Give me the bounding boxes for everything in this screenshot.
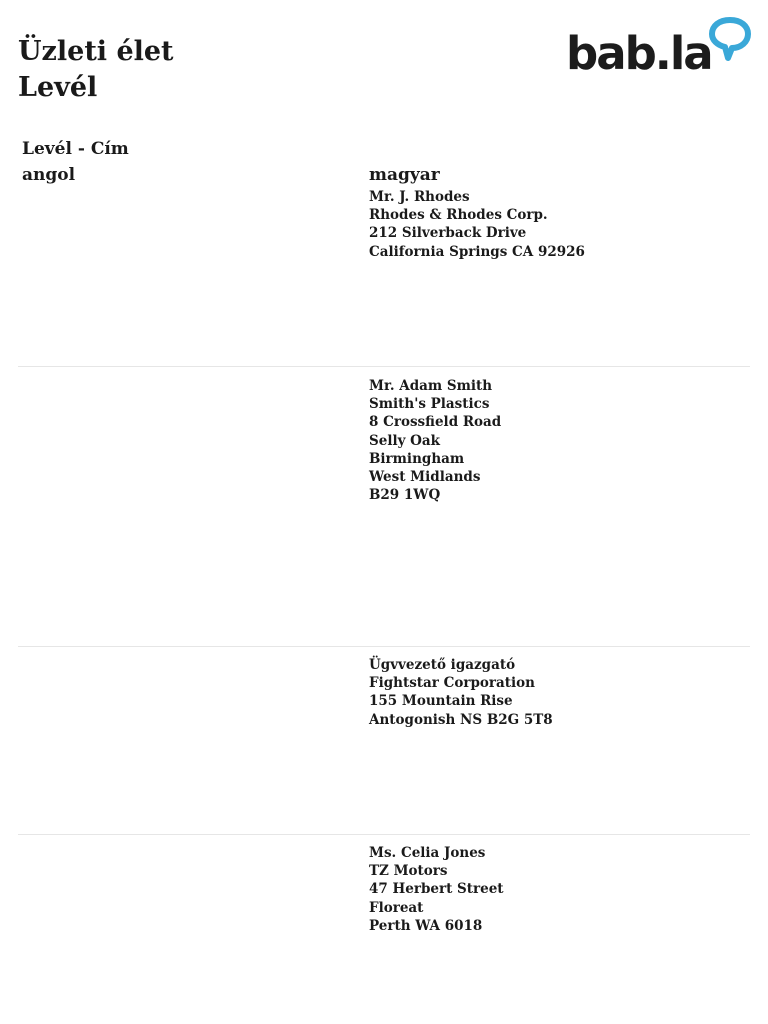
page-title-line-1: Üzleti élet — [18, 36, 174, 67]
address-entry — [369, 377, 501, 504]
babla-logo[interactable] — [566, 16, 756, 82]
address-line: Floreat — [369, 899, 424, 916]
address-line: B29 1WQ — [369, 487, 441, 504]
column-label-source-language: angol — [22, 165, 76, 185]
address-line: Ügvvezető igazgató — [369, 657, 516, 673]
logo-text: bab.la — [566, 27, 712, 80]
address-line: 8 Crossfield Road — [369, 414, 502, 431]
address-line: Antogonish NS B2G 5T8 — [369, 711, 553, 728]
entry-divider — [18, 366, 750, 367]
address-line: California Springs CA 92926 — [369, 243, 585, 260]
address-entry — [369, 188, 585, 261]
column-label-target-language: magyar — [369, 165, 440, 185]
page-title — [18, 34, 174, 106]
address-line: Birmingham — [369, 450, 465, 467]
address-line: 47 Herbert Street — [369, 881, 504, 898]
address-line: TZ Motors — [369, 863, 448, 880]
address-line: Rhodes & Rhodes Corp. — [369, 207, 548, 224]
address-line: Ms. Celia Jones — [369, 845, 486, 861]
address-line: 155 Mountain Rise — [369, 693, 513, 710]
address-line: West Midlands — [369, 469, 481, 486]
page-title-line-2: Levél — [18, 72, 98, 103]
address-line: 212 Silverback Drive — [369, 225, 527, 242]
address-line: Selly Oak — [369, 432, 441, 449]
address-entry — [369, 656, 553, 729]
address-line: Mr. Adam Smith — [369, 378, 493, 394]
address-entry — [369, 844, 504, 935]
entry-divider — [18, 834, 750, 835]
address-line: Perth WA 6018 — [369, 917, 483, 934]
address-line: Fightstar Corporation — [369, 675, 535, 692]
speech-bubble-icon — [708, 16, 752, 62]
entry-divider — [18, 646, 750, 647]
section-heading: Levél - Cím — [22, 139, 129, 159]
address-line: Mr. J. Rhodes — [369, 189, 470, 205]
address-line: Smith's Plastics — [369, 396, 490, 413]
